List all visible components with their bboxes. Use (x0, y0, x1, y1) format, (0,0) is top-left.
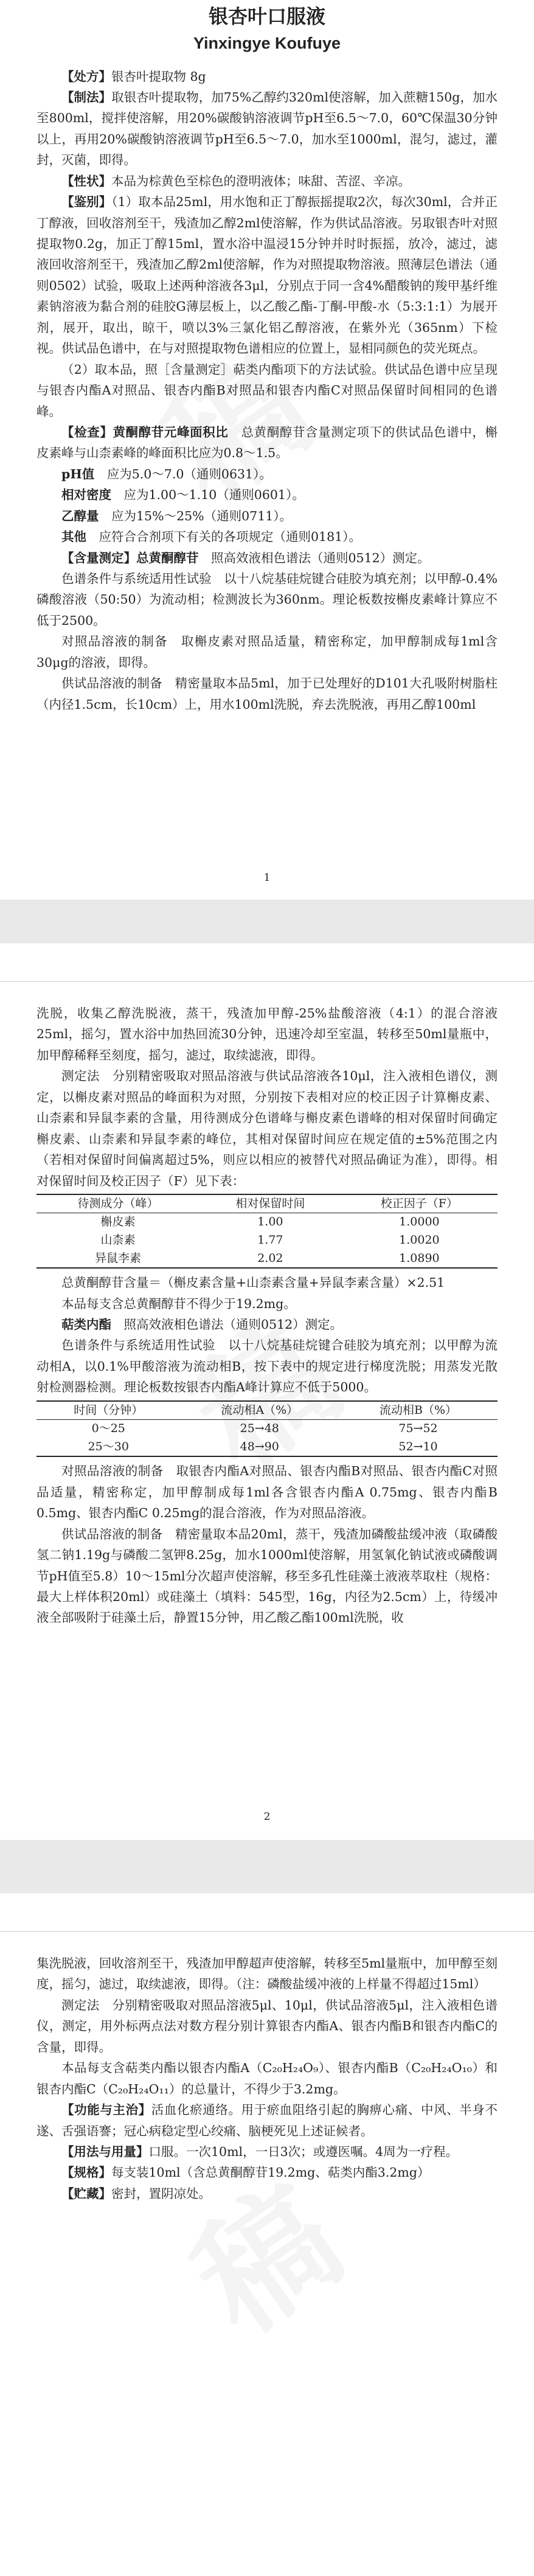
check-other: 其他 应符合合剂项下有关的各项规定（通则0181）。 (61, 529, 361, 545)
table-cell: 1.0000 (399, 1215, 440, 1229)
table-header: 流动相A（%） (181, 1401, 339, 1420)
header-rule (0, 981, 534, 982)
table-cell: 1.00 (257, 1215, 283, 1229)
terpene-test-solution: 供试品溶液的制备 精密量取本品20ml，蒸干，残渣加磷酸盐缓冲液（取磷酸氢二钠1.19g与磷酸二氢钾8.25g，加水1000ml使溶解，用氢氧化钠试液或磷酸调节pH值至5.8）10～15ml分次超声使溶解，移至多孔性硅藻土液液萃取柱（规格：最大上样体积20ml）或硅藻土（填料：545型，16g，内径为2.5cm）上，待缓冲液全部吸附于硅藻土后，静置15分钟，用乙酸乙酯100ml洗脱，收 (36, 1526, 498, 1625)
page-number: 2 (263, 1811, 271, 1823)
table-cell: 0～25 (91, 1422, 125, 1436)
section-identification-2: （2）取本品，照［含量测定］萜类内酯项下的方法试验。供试品色谱中应呈现与银杏内酯A对照品、银杏内酯B对照品和银杏内酯C对照品保留时间相同的色谱峰。 (36, 362, 498, 419)
table-cell: 1.0890 (399, 1251, 440, 1265)
terpene-lactones-heading: 萜类内酯 照高效液相色谱法（通则0512）测定。 (61, 1317, 343, 1332)
terpene-reference-solution: 对照品溶液的制备 取银杏内酯A对照品、银杏内酯B对照品、银杏内酯C对照品适量，精密称定，加甲醇制成每1ml各含银杏内酯A 0.75mg、银杏内酯B 0.5mg、银杏内酯C 0.25mg的混合溶液，作为对照品溶液。 (36, 1464, 498, 1521)
check-density: 相对密度 应为1.00～1.10（通则0601）。 (61, 487, 305, 503)
header-rule (0, 1931, 534, 1932)
table-cell: 75→52 (398, 1422, 438, 1436)
check-ph: pH值 应为5.0～7.0（通则0631）。 (61, 466, 272, 481)
table-row (36, 1438, 498, 1457)
table-cell: 25→48 (240, 1422, 279, 1436)
flavonol-limit: 本品每支含总黄酮醇苷不得少于19.2mg。 (61, 1296, 296, 1311)
terpene-limit: 本品每支含萜类内酯以银杏内酯A（C₂₀H₂₄O₉）、银杏内酯B（C₂₀H₂₄O₁₀）和银杏内酯C（C₂₀H₂₄O₁₁）的总量计，不得少于3.2mg。 (36, 2061, 498, 2096)
section-indications: 【功能与主治】活血化瘀通络。用于瘀血阻络引起的胸痹心痛、中风、半身不遂、舌强语謇；冠心病稳定型心绞痛、脑梗死见上述证候者。 (36, 2102, 498, 2138)
section-assay: 【含量测定】总黄酮醇苷 照高效液相色谱法（通则0512）测定。 (61, 550, 430, 565)
page-1 (0, 0, 534, 900)
table-row (36, 1231, 498, 1250)
table-header: 相对保留时间 (199, 1194, 341, 1213)
document-title-pinyin: Yinxingye Koufuye (193, 34, 341, 53)
assay-procedure: 测定法 分别精密吸取对照品溶液与供试品溶液各10μl，注入液相色谱仪，测定，以槲皮素对照品的峰面积为对照，分别按下表相对应的校正因子计算槲皮素、山柰素和异鼠李素的含量，用待测成分色谱峰与槲皮素色谱峰的相对保留时间确定槲皮素、山柰素和异鼠李素的峰位，其相对保留时间应在规定值的±5%范围之内（若相对保留时间偏离超过5%，则应以相应的被替代对照品确证为准），即得。相对保留时间及校正因子（F）见下表： (36, 1069, 498, 1188)
table-cell: 异鼠李素 (94, 1251, 141, 1265)
table-cell: 1.77 (257, 1233, 283, 1247)
table-cell: 25～30 (88, 1439, 129, 1453)
terpene-chromatographic-conditions: 色谱条件与系统适用性试验 以十八烷基硅烷键合硅胶为填充剂；以甲醇为流动相A，以0.1%甲酸溶液为流动相B，按下表中的规定进行梯度洗脱；用蒸发光散射检测器检测。理论板数按银杏内酯A峰计算应不低于5000。 (36, 1338, 498, 1395)
terpene-procedure: 测定法 分别精密吸取对照品溶液5μl、10μl，供试品溶液5μl，注入液相色谱仪，测定，用外标两点法对数方程分别计算银杏内酯A、银杏内酯B和银杏内酯C的含量，即得。 (36, 1997, 498, 2054)
table-cell: 52→10 (398, 1439, 438, 1453)
section-dosage: 【用法与用量】口服。一次10ml，一日3次；或遵医嘱。4周为一疗程。 (61, 2144, 459, 2159)
section-examination: 【检查】黄酮醇苷元峰面积比 总黄酮醇苷含量测定项下的供试品色谱中，槲皮素峰与山柰素峰的峰面积比应为0.8～1.5。 (36, 424, 498, 461)
table-row (36, 1250, 498, 1269)
table-cell: 48→90 (240, 1439, 279, 1453)
page-2 (0, 943, 534, 1840)
check-ethanol: 乙醇量 应为15%～25%（通则0711）。 (61, 508, 293, 523)
assay-reference-solution: 对照品溶液的制备 取槲皮素对照品适量，精密称定，加甲醇制成每1ml含30μg的溶液，即得。 (36, 634, 498, 670)
table-header: 流动相B（%） (339, 1401, 498, 1420)
table-cell: 槲皮素 (100, 1215, 136, 1229)
table-header: 时间（分钟） (36, 1401, 181, 1420)
table-row (36, 1420, 498, 1438)
table-header: 校正因子（F） (341, 1194, 498, 1213)
correction-factor-table (36, 1194, 498, 1269)
table-cell: 山柰素 (100, 1233, 136, 1247)
table-cell: 2.02 (257, 1251, 283, 1265)
assay-chromatographic-conditions: 色谱条件与系统适用性试验 以十八烷基硅烷键合硅胶为填充剂；以甲醇-0.4%磷酸溶液（50:50）为流动相；检测波长为360nm。理论板数按槲皮素峰计算应不低于2500。 (36, 571, 498, 628)
section-identification-1: 【鉴别】（1）取本品25ml，用水饱和正丁醇振摇提取2次，每次30ml，合并正丁醇液，回收溶剂至干，残渣加乙醇2ml使溶解，作为供试品溶液。另取银杏叶对照提取物0.2g，加正丁醇15ml，置水浴中温浸15分钟并时时振摇，放冷，滤过，滤液回收溶剂至干，残渣加乙醇2ml使溶解，作为对照提取物溶液。照薄层色谱法（通则0502）试验，吸取上述两种溶液各3μl，分别点于同一含4%醋酸钠的羧甲基纤维素钠溶液为黏合剂的硅胶G薄层板上，以乙酸乙酯-丁酮-甲酸-水（5:3:1:1）为展开剂，展开，取出，晾干，喷以3%三氯化铝乙醇溶液，在紫外光（365nm）下检视。供试品色谱中，在与对照提取物色谱相应的位置上，显相同颜色的荧光斑点。 (36, 195, 498, 356)
terpene-test-solution-continued: 集洗脱液，回收溶剂至干，残渣加甲醇超声使溶解，转移至5ml量瓶中，加甲醇至刻度，摇匀，滤过，取续滤液，即得。（注：磷酸盐缓冲液的上样量不得超过15ml） (36, 1956, 498, 1992)
page-number: 1 (263, 872, 271, 884)
section-description: 【性状】本品为棕黄色至棕色的澄明液体；味甜、苦涩、辛凉。 (61, 173, 411, 188)
assay-test-solution: 供试品溶液的制备 精密量取本品5ml，加于已处理好的D101大孔吸附树脂柱（内径1.5cm，长10cm）上，用水100ml洗脱，弃去洗脱液，再用乙醇100ml (36, 676, 498, 712)
table-row (36, 1213, 498, 1231)
page-3 (0, 1893, 534, 2576)
document-title: 银杏叶口服液 (208, 5, 325, 28)
section-specification: 【规格】每支装10ml（含总黄酮醇苷19.2mg、萜类内酯3.2mg） (61, 2165, 430, 2180)
section-preparation: 【制法】取银杏叶提取物，加75%乙醇约320ml使溶解，加入蔗糖150g，加水至800ml，搅拌使溶解，用20%碳酸钠溶液调节pH至6.5～7.0，60℃保温30分钟以上，再用20%碳酸钠溶液调节pH至6.5～7.0，加水至1000ml，混匀，滤过，灌封，灭菌，即得。 (36, 89, 498, 168)
test-solution-continued: 洗脱，收集乙醇洗脱液，蒸干，残渣加甲醇-25%盐酸溶液（4:1）的混合溶液25ml，摇匀，置水浴中加热回流30分钟，迅速冷却至室温，转移至50ml量瓶中，加甲醇稀释至刻度，摇匀，滤过，取续滤液，即得。 (36, 1006, 498, 1062)
section-prescription: 【处方】银杏叶提取物 8g (61, 69, 206, 84)
table-cell: 1.0020 (399, 1233, 440, 1247)
table-header: 待测成分（峰） (36, 1194, 199, 1213)
flavonol-formula: 总黄酮醇苷含量＝（槲皮素含量+山柰素含量+异鼠李素含量）×2.51 (61, 1275, 445, 1290)
gradient-table (36, 1400, 498, 1458)
section-storage: 【贮藏】密封，置阴凉处。 (61, 2186, 211, 2201)
